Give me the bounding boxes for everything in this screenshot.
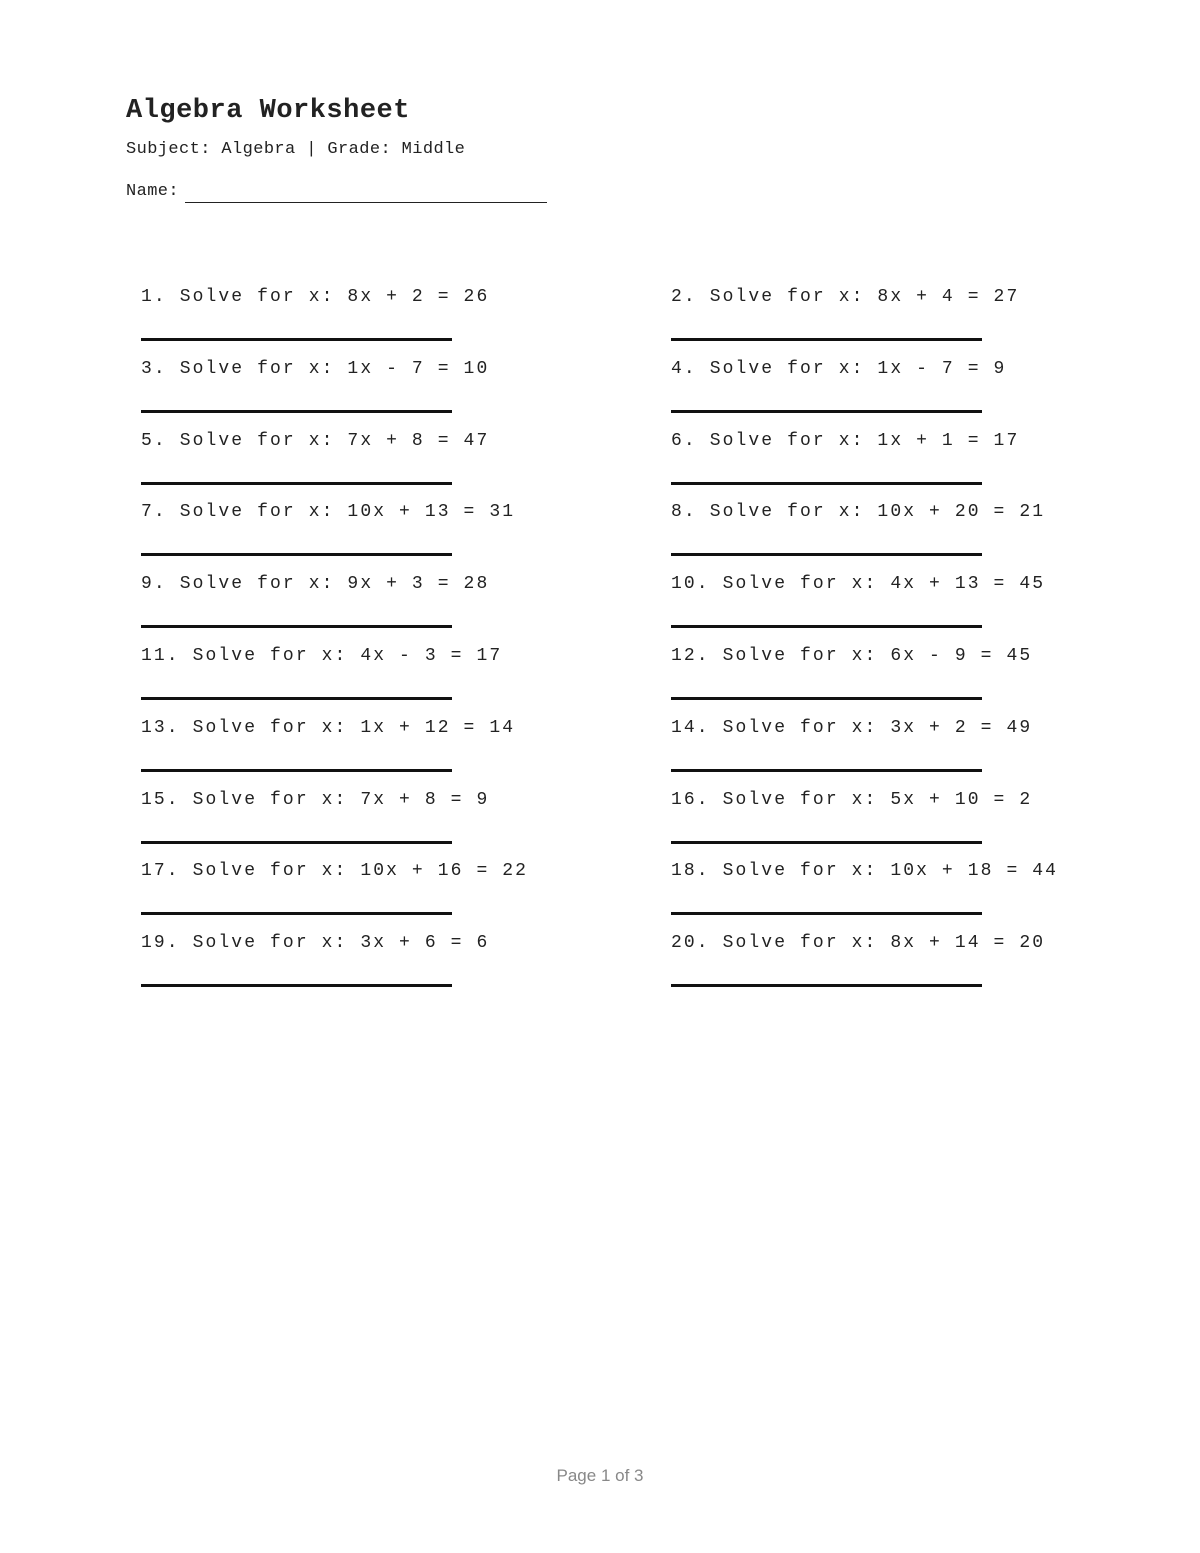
- answer-line[interactable]: [141, 338, 452, 341]
- answer-line[interactable]: [671, 841, 982, 844]
- answer-line[interactable]: [141, 482, 452, 485]
- problem-text: 15. Solve for x: 7x + 8 = 9: [141, 789, 490, 810]
- answer-line[interactable]: [671, 769, 982, 772]
- problem-item: [671, 430, 1081, 502]
- problem-item: [671, 789, 1081, 861]
- name-label: Name:: [126, 182, 180, 201]
- answer-line[interactable]: [671, 410, 982, 413]
- problem-item: [141, 789, 671, 861]
- problem-text: 14. Solve for x: 3x + 2 = 49: [671, 717, 1033, 738]
- problem-text: 1. Solve for x: 8x + 2 = 26: [141, 287, 490, 307]
- problem-item: [671, 501, 1081, 573]
- problem-text: 7. Solve for x: 10x + 13 = 31: [141, 502, 516, 523]
- problem-item: [141, 645, 671, 717]
- problem-item: [141, 573, 671, 645]
- problem-text: 5. Solve for x: 7x + 8 = 47: [141, 430, 490, 451]
- answer-line[interactable]: [141, 984, 452, 987]
- answer-line[interactable]: [671, 984, 982, 987]
- problem-text: 4. Solve for x: 1x - 7 = 9: [671, 358, 1007, 379]
- problem-text: 16. Solve for x: 5x + 10 = 2: [671, 789, 1033, 810]
- problem-item: [671, 645, 1081, 717]
- problem-item: [141, 860, 671, 932]
- problem-text: 8. Solve for x: 10x + 20 = 21: [671, 502, 1046, 523]
- problem-text: 17. Solve for x: 10x + 16 = 22: [141, 861, 529, 882]
- answer-line[interactable]: [141, 912, 452, 915]
- name-blank-line[interactable]: [185, 183, 547, 203]
- problem-item: [141, 430, 671, 502]
- answer-line[interactable]: [141, 841, 452, 844]
- problem-item: [671, 286, 1081, 358]
- problem-text: 18. Solve for x: 10x + 18 = 44: [671, 861, 1059, 882]
- answer-line[interactable]: [141, 625, 452, 628]
- answer-line[interactable]: [671, 553, 982, 556]
- worksheet-title: Algebra Worksheet: [126, 96, 410, 126]
- problem-item: [141, 501, 671, 573]
- problem-text: 12. Solve for x: 6x - 9 = 45: [671, 645, 1033, 666]
- problem-item: [671, 860, 1081, 932]
- answer-line[interactable]: [671, 482, 982, 485]
- problem-item: [671, 717, 1081, 789]
- subject-grade-line: Subject: Algebra | Grade: Middle: [126, 140, 466, 159]
- answer-line[interactable]: [671, 625, 982, 628]
- problem-text: 13. Solve for x: 1x + 12 = 14: [141, 717, 516, 738]
- problem-text: 2. Solve for x: 8x + 4 = 27: [671, 287, 1020, 307]
- answer-line[interactable]: [671, 338, 982, 341]
- answer-line[interactable]: [671, 912, 982, 915]
- name-field: [126, 181, 547, 203]
- answer-line[interactable]: [671, 697, 982, 700]
- problem-text: 10. Solve for x: 4x + 13 = 45: [671, 574, 1046, 595]
- problem-text: 9. Solve for x: 9x + 3 = 28: [141, 574, 490, 595]
- problem-item: [671, 932, 1081, 1004]
- problem-text: 19. Solve for x: 3x + 6 = 6: [141, 933, 490, 954]
- answer-line[interactable]: [141, 410, 452, 413]
- problem-grid: [141, 286, 1081, 1004]
- problem-item: [141, 717, 671, 789]
- answer-line[interactable]: [141, 697, 452, 700]
- problem-item: [671, 573, 1081, 645]
- answer-line[interactable]: [141, 553, 452, 556]
- page-number: Page 1 of 3: [556, 1466, 644, 1485]
- problem-item: [141, 932, 671, 1004]
- problem-item: [671, 358, 1081, 430]
- problem-item: [141, 358, 671, 430]
- problem-text: 20. Solve for x: 8x + 14 = 20: [671, 933, 1046, 954]
- problem-item: [141, 286, 671, 358]
- problem-text: 6. Solve for x: 1x + 1 = 17: [671, 430, 1020, 451]
- problem-text: 11. Solve for x: 4x - 3 = 17: [141, 645, 503, 666]
- problem-text: 3. Solve for x: 1x - 7 = 10: [141, 358, 490, 379]
- answer-line[interactable]: [141, 769, 452, 772]
